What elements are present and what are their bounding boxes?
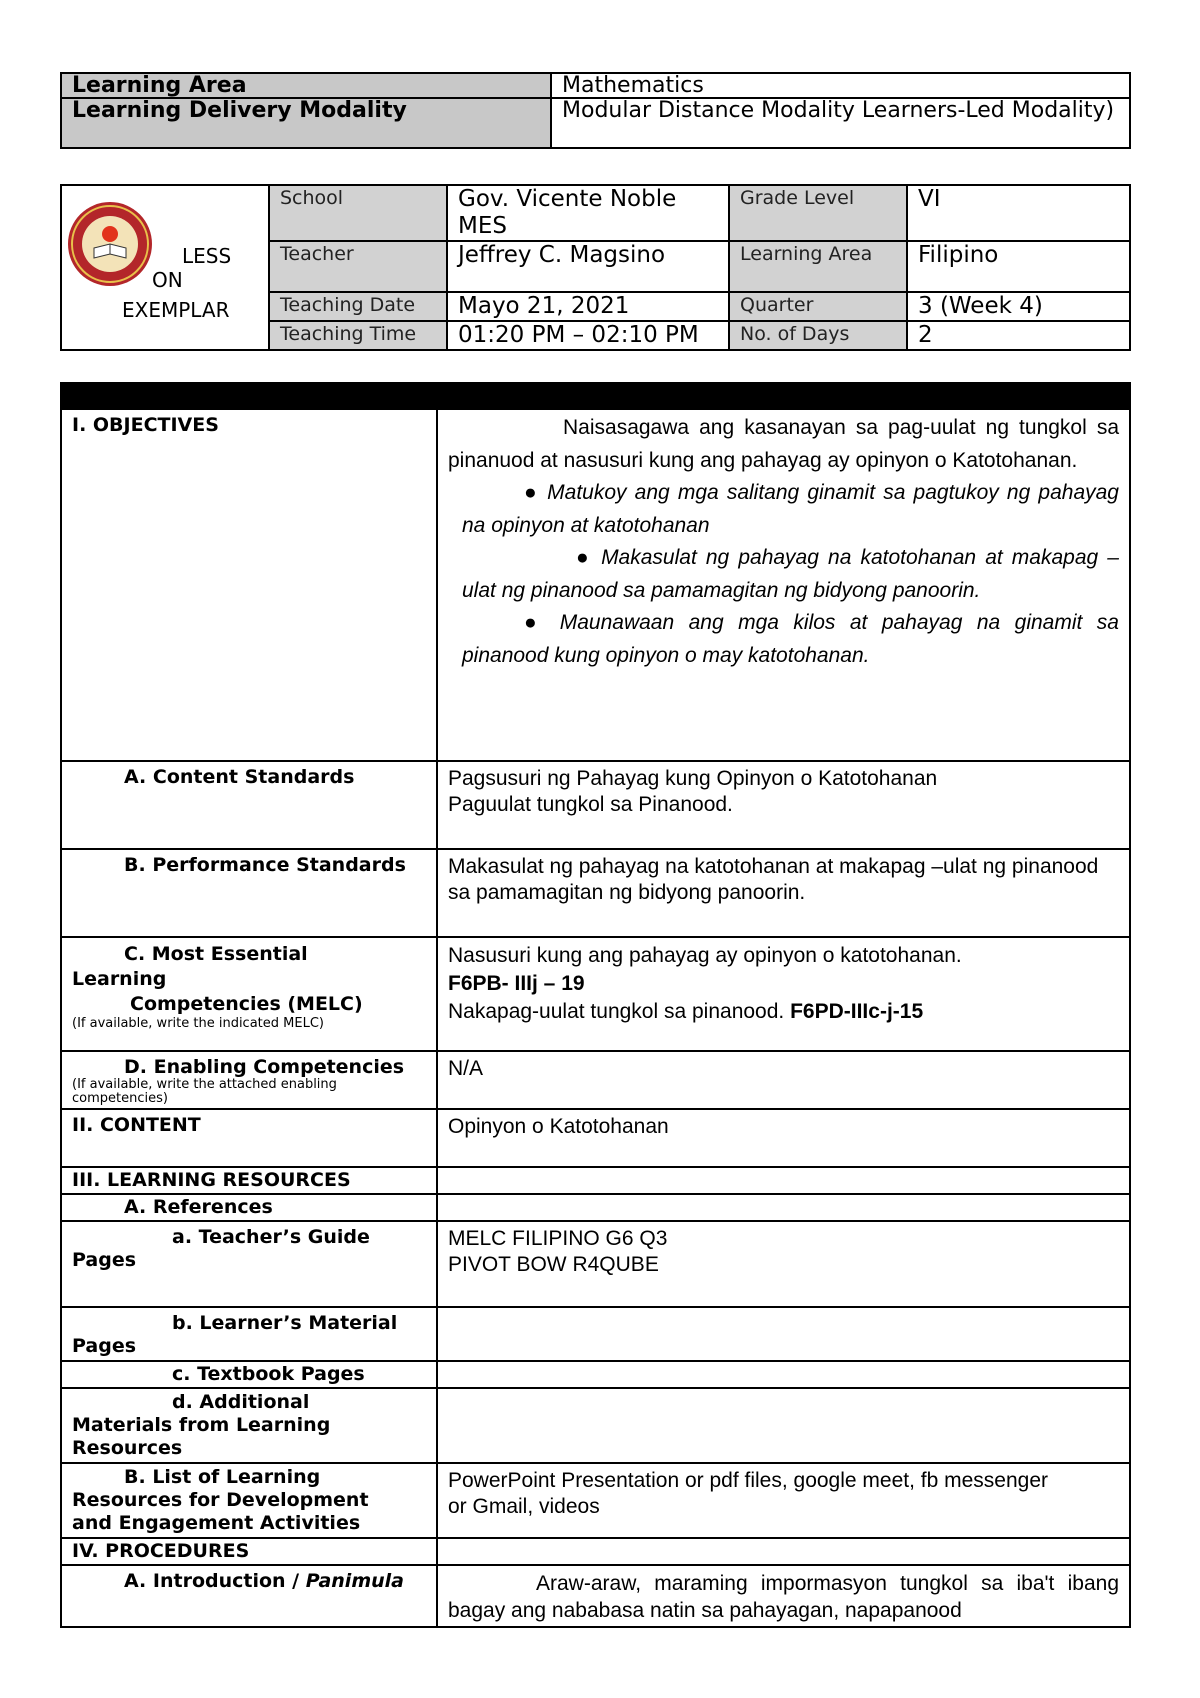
learning-area-label: Learning Area — [61, 73, 551, 98]
teachers-guide-line: PIVOT BOW R4QUBE — [448, 1253, 659, 1276]
performance-standards-value: Makasulat ng pahayag na katotohanan at makapag –ulat ng pinanood sa pamamagitan ng bidyong panoorin. — [437, 849, 1130, 937]
lesson-word-3: EXEMPLAR — [122, 298, 230, 322]
table-row — [61, 1167, 1130, 1194]
objectives-cell — [437, 409, 1130, 761]
table-row — [61, 1388, 1130, 1463]
black-header-bar — [61, 383, 1130, 409]
melc-note: (If available, write the indicated MELC) — [72, 1016, 324, 1031]
learning-area-label-2: Learning Area — [729, 241, 907, 292]
learning-area-value: Mathematics — [551, 73, 1130, 98]
empty-cell — [437, 1388, 1130, 1463]
empty-cell — [437, 1361, 1130, 1388]
empty-cell — [437, 1194, 1130, 1221]
no-of-days-label: No. of Days — [729, 321, 907, 350]
list-resources-label: B. List of Learning — [124, 1466, 321, 1488]
introduction-label-italic: Panimula — [305, 1570, 404, 1592]
table-row — [61, 849, 1130, 937]
table-row — [61, 1109, 1130, 1167]
content-standards-line: Pagsusuri ng Pahayag kung Opinyon o Katotohanan — [448, 767, 938, 790]
lesson-word-1: LESS — [182, 244, 232, 268]
enabling-label-cell — [61, 1051, 437, 1109]
school-value: Gov. Vicente Noble MES — [447, 185, 729, 241]
learners-material-label-cell — [61, 1307, 437, 1361]
list-resources-label: Resources for Development — [72, 1489, 369, 1511]
teaching-date-value: Mayo 21, 2021 — [447, 292, 729, 321]
teaching-time-value: 01:20 PM – 02:10 PM — [447, 321, 729, 350]
content-standards-cell — [437, 761, 1130, 849]
table-row — [61, 1221, 1130, 1307]
objective-item: ● Maunawaan ang mga kilos at pahayag na ginamit sa pinanood kung opinyon o may katotohanan. — [462, 611, 1119, 667]
melc-code: F6PB- IIIj – 19 — [448, 972, 585, 995]
lesson-exemplar-cell — [61, 185, 269, 350]
content-standards-label: A. Content Standards — [61, 761, 437, 849]
enabling-value: N/A — [437, 1051, 1130, 1109]
teachers-guide-line: MELC FILIPINO G6 Q3 — [448, 1227, 668, 1250]
teachers-guide-label-cell — [61, 1221, 437, 1307]
melc-label: Learning — [72, 968, 167, 990]
melc-line: Nasusuri kung ang pahayag ay opinyon o katotohanan. — [448, 944, 962, 967]
objective-item: ● Makasulat ng pahayag na katotohanan at makapag –ulat ng pinanood sa pamamagitan ng bidyong panoorin. — [462, 546, 1119, 602]
quarter-value: 3 (Week 4) — [907, 292, 1130, 321]
empty-cell — [437, 1307, 1130, 1361]
additional-materials-label: Materials from Learning — [72, 1414, 331, 1436]
list-resources-value: PowerPoint Presentation or pdf files, google meet, fb messenger or Gmail, videos — [437, 1463, 1130, 1538]
table-row — [61, 937, 1130, 1051]
teacher-value: Jeffrey C. Magsino — [447, 241, 729, 292]
performance-standards-label: B. Performance Standards — [61, 849, 437, 937]
additional-materials-label: d. Additional — [172, 1391, 310, 1413]
procedures-label: IV. PROCEDURES — [61, 1538, 437, 1565]
introduction-label: A. Introduction / — [124, 1570, 300, 1592]
teacher-label: Teacher — [269, 241, 447, 292]
enabling-note: (If available, write the attached enabling competencies) — [72, 1077, 337, 1106]
info-table — [60, 184, 1131, 351]
quarter-label: Quarter — [729, 292, 907, 321]
table-row — [61, 761, 1130, 849]
modality-value: Modular Distance Modality Learners-Led Modality) — [551, 98, 1130, 148]
additional-materials-label: Resources — [72, 1437, 183, 1459]
table-row — [61, 1361, 1130, 1388]
teaching-date-label: Teaching Date — [269, 292, 447, 321]
learners-material-label: b. Learner’s Material — [172, 1312, 398, 1334]
no-of-days-value: 2 — [907, 321, 1130, 350]
enabling-label: D. Enabling Competencies — [124, 1056, 405, 1078]
melc-label-cell — [61, 937, 437, 1051]
empty-cell — [437, 1167, 1130, 1194]
table-row — [61, 1194, 1130, 1221]
melc-label: C. Most Essential — [124, 943, 308, 965]
list-resources-label: and Engagement Activities — [72, 1512, 361, 1534]
empty-cell — [437, 1538, 1130, 1565]
teachers-guide-label: Pages — [72, 1249, 137, 1271]
content-value: Opinyon o Katotohanan — [437, 1109, 1130, 1167]
objectives-intro: Naisasagawa ang kasanayan sa pag-uulat ng tungkol sa pinanuod at nasusuri kung ang pahayag ay opinyon o Katotohanan. — [448, 416, 1119, 472]
modality-label: Learning Delivery Modality — [61, 98, 551, 148]
lesson-plan-table — [60, 382, 1131, 1628]
learners-material-label: Pages — [72, 1335, 137, 1357]
table-row — [61, 1463, 1130, 1538]
references-label: A. References — [61, 1194, 437, 1221]
table-row — [61, 1307, 1130, 1361]
teachers-guide-value-cell — [437, 1221, 1130, 1307]
lesson-word-2: ON — [152, 268, 183, 292]
table-row — [61, 1051, 1130, 1109]
melc-label: Competencies (MELC) — [130, 993, 363, 1015]
objective-item: ● Matukoy ang mga salitang ginamit sa pagtukoy ng pahayag na opinyon at katotohanan — [462, 481, 1119, 537]
grade-level-value: VI — [907, 185, 1130, 241]
resources-label: III. LEARNING RESOURCES — [61, 1167, 437, 1194]
table-row — [61, 409, 1130, 761]
teachers-guide-label: a. Teacher’s Guide — [172, 1226, 370, 1248]
table-row — [61, 1565, 1130, 1627]
list-resources-label-cell — [61, 1463, 437, 1538]
learning-area-value-2: Filipino — [907, 241, 1130, 292]
introduction-label-cell — [61, 1565, 437, 1627]
content-standards-line: Paguulat tungkol sa Pinanood. — [448, 793, 733, 816]
header-table — [60, 72, 1131, 149]
teaching-time-label: Teaching Time — [269, 321, 447, 350]
table-row — [61, 1538, 1130, 1565]
deped-seal-icon — [66, 200, 154, 288]
melc-line: Nakapag-uulat tungkol sa pinanood. F6PD-IIIc-j-15 — [448, 1000, 924, 1023]
content-label: II. CONTENT — [61, 1109, 437, 1167]
school-label: School — [269, 185, 447, 241]
melc-value-cell — [437, 937, 1130, 1051]
grade-level-label: Grade Level — [729, 185, 907, 241]
introduction-value: Araw-araw, maraming impormasyon tungkol sa iba't ibang bagay ang nababasa natin sa pahayagan, napapanood — [437, 1565, 1130, 1627]
textbook-pages-label: c. Textbook Pages — [61, 1361, 437, 1388]
additional-materials-label-cell — [61, 1388, 437, 1463]
objectives-label: I. OBJECTIVES — [61, 409, 437, 761]
